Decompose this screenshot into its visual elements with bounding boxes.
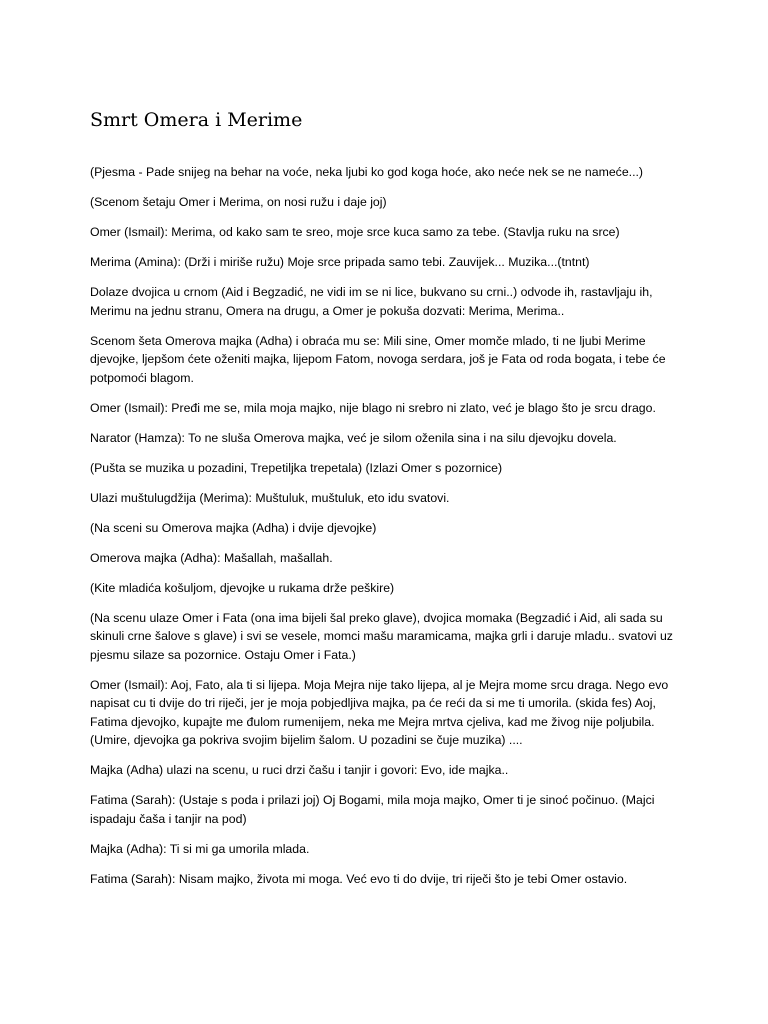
document-title: Smrt Omera i Merime bbox=[90, 109, 303, 131]
paragraph-9: (Pušta se muzika u pozadini, Trepetiljka trepetala) (Izlazi Omer s pozornice) bbox=[90, 460, 503, 475]
paragraph-18: Majka (Adha): Ti si mi ga umorila mlada. bbox=[90, 841, 310, 856]
paragraph-11: (Na sceni su Omerova majka (Adha) i dvije djevojke) bbox=[90, 520, 377, 535]
paragraph-7: Omer (Ismail): Pređi me se, mila moja majko, nije blago ni srebro ni zlato, već je blago što je srcu drago. bbox=[90, 400, 656, 415]
paragraph-8: Narator (Hamza): To ne sluša Omerova majka, već je silom oženila sina i na silu djevojku dovela. bbox=[90, 430, 617, 445]
paragraph-10: Ulazi muštulugdžija (Merima): Muštuluk, muštuluk, eto idu svatovi. bbox=[90, 490, 450, 505]
document-body bbox=[90, 163, 690, 900]
paragraph-19: Fatima (Sarah): Nisam majko, života mi moga. Već evo ti do dvije, tri riječi što je tebi Omer ostavio. bbox=[90, 871, 628, 886]
paragraph-1: (Pjesma - Pade snijeg na behar na voće, neka ljubi ko god koga hoće, ako neće nek se ne nameće...) bbox=[90, 165, 644, 179]
paragraph-6: Scenom šeta Omerova majka (Adha) i obraća mu se: Mili sine, Omer momče mlado, ti ne ljubi Merime djevojke, lјepšom ćete oženiti majka, lijepom Fatom, novoga serdara, još je Fata od roda bogata, i tebe će potpomoći blagom. bbox=[90, 333, 666, 385]
paragraph-2: (Scenom šetaju Omer i Merima, on nosi ružu i daje joj) bbox=[90, 195, 387, 209]
paragraph-5: Dolaze dvojica u crnom (Aid i Begzadić, ne vidi im se ni lice, bukvano su crni..) odvode ih, rastavljaju ih, Merimu na jednu stranu, Omera na drugu, a Omer je pokuša dozvati: Merima, Merima.. bbox=[90, 285, 653, 318]
paragraph-15: Omer (Ismail): Aoj, Fato, ala ti si lijepa. Moja Mejra nije tako lijepa, al je Mejra mome srcu draga. Nego evo napisat cu ti dvije do tri riječi, jer je moja pobjedljiva majka, pa će reći da si me ti umorila. (skida fes) Aoj, Fatima djevojko, kupajte me đulom rumenijem, neka me Mejra mrtva cjeliva, kad me živog nije poljubila. (Umire, djevojka ga pokriva svojim bijelim šalom. U pozadini se čuje muzika) .... bbox=[90, 677, 669, 747]
paragraph-14: (Na scenu ulaze Omer i Fata (ona ima bijeli šal preko glave), dvojica momaka (Begzadić i Aid, ali sada su skinuli crne šalove s glave) i svi se vesele, momci mašu maramicama, majka grli i daruje mladu.. svatovi uz pjesmu silaze sa pozornice. Ostaju Omer i Fata.) bbox=[90, 610, 673, 662]
paragraph-17: Fatima (Sarah): (Ustaje s poda i prilazi joj) Oj Bogami, mila moja majko, Omer ti je sinoć počinuo. (Majci ispadaju čaša i tanjir na pod) bbox=[90, 793, 655, 826]
paragraph-3: Omer (Ismail): Merima, od kako sam te sreo, moje srce kuca samo za tebe. (Stavlja ruku na srce) bbox=[90, 225, 620, 239]
paragraph-4: Merima (Amina): (Drži i miriše ružu) Moje srce pripada samo tebi. Zauvijek... Muzika...(tntnt) bbox=[90, 255, 590, 269]
paragraph-13: (Kite mladića košuljom, djevojke u rukama drže peškire) bbox=[90, 580, 395, 595]
paragraph-16: Majka (Adha) ulazi na scenu, u ruci drzi čašu i tanjir i govori: Evo, ide majka.. bbox=[90, 763, 509, 777]
paragraph-12: Omerova majka (Adha): Mašallah, mašallah. bbox=[90, 550, 333, 565]
